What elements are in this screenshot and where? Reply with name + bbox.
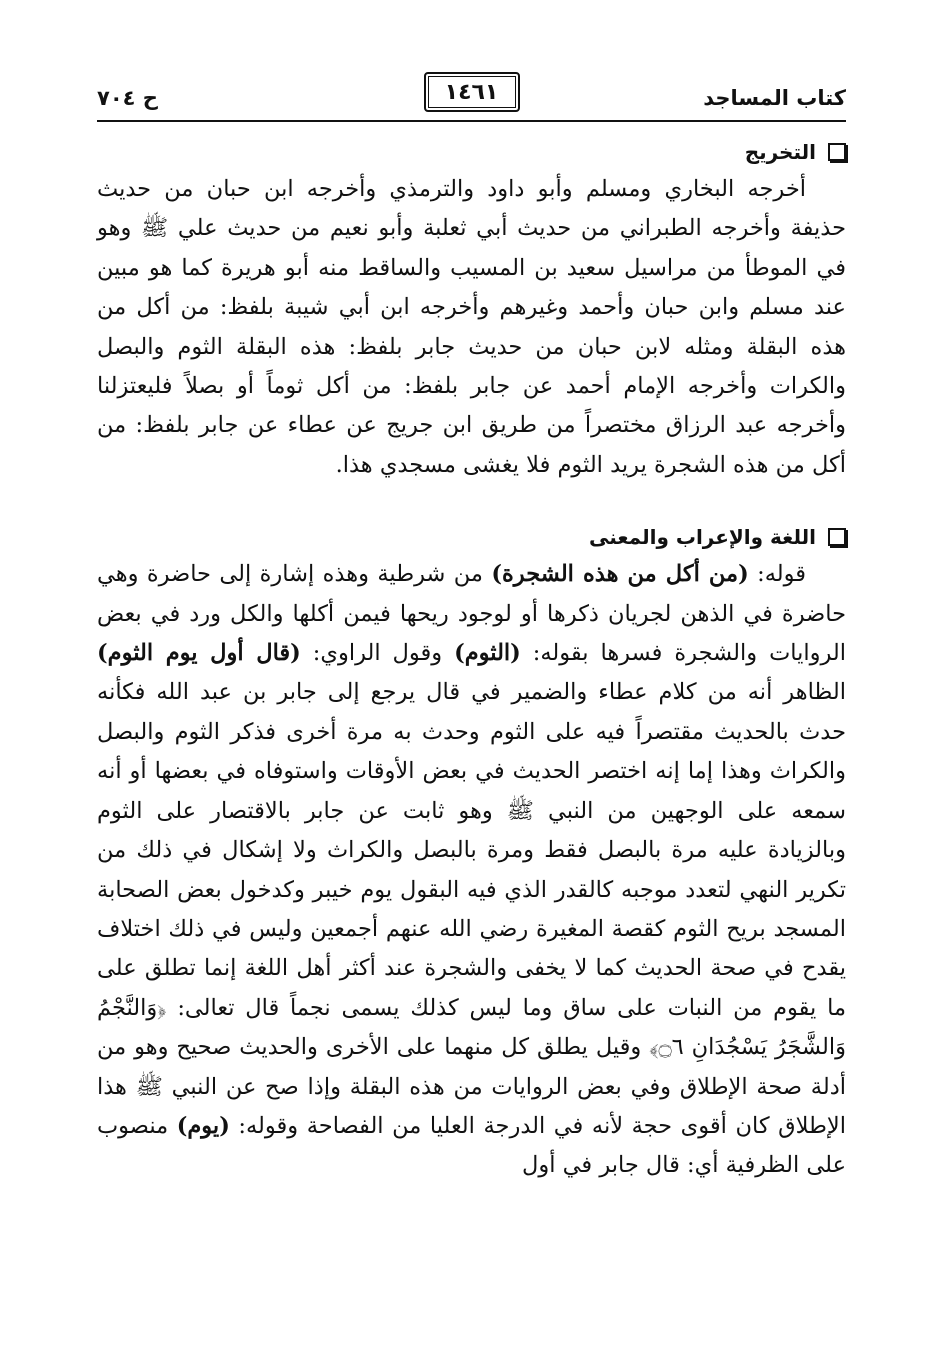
text-segment: من شرطية وهذه إشارة إلى حاضرة وهي حاضرة في الذهن لجريان ذكرها أو لوجود ريحها فيمن أكلها والكل ورد في بعض الروايات والشجرة فسرها بقوله: bbox=[97, 561, 847, 667]
text-segment: الظاهر أنه من كلام عطاء والضمير في قال يرجع إلى جابر بن عبد الله فكأنه حدث بالحديث مقتصراً فيه على الثوم وحدث به مرة أخرى فذكر الثوم والبصل والكراث وهذا إما إنه اختصر الحديث في بعض الأوقات واستوفاه في بعضها أو أنه سمعه على الوجهين من النبي ﷺ وهو ثابت عن جابر بالاقتصار على الثوم وبالزيادة عليه مرة بالبصل فقط ومرة بالبصل والكراث ولا إشكال في ذلك من تكرير النهي لتعدد موجبه كالقدر الذي فيه البقول يوم خيبر وكدخول بعض الصحابة المسجد بريح الثوم كقصة المغيرة رضي الله عنهم أجمعين وليس في ذلك اختلاف يقدح في صحة الحديث كما لا يخفى والشجرة عند أكثر أهل اللغة إنما تطلق على ما يقوم من النبات على ساق وما ليس كذلك يسمى نجماً قال تعالى: bbox=[97, 679, 846, 1021]
section-heading-takhrij bbox=[97, 140, 846, 164]
book-title: كتاب المساجد bbox=[703, 86, 846, 110]
section-heading-text: التخريج bbox=[744, 140, 816, 164]
page-header bbox=[97, 72, 846, 116]
page-content bbox=[97, 140, 846, 1186]
bold-quote: (من أكل من هذه الشجرة) bbox=[491, 561, 749, 588]
header-rule bbox=[97, 120, 846, 122]
text-segment: منصوب على الظرفية أي: قال جابر في أول bbox=[97, 1112, 846, 1179]
page-number: ١٤٦١ bbox=[444, 79, 499, 105]
text-segment: وقيل يطلق كل منهما على الأخرى والحديث صحيح وهو من أدلة صحة الإطلاق وفي بعض الروايات من هذه البقلة وإذا صح عن النبي ﷺ هذا الإطلاق كان أقوى حجة لأنه في الدرجة العليا من الفصاحة وقوله: bbox=[97, 1034, 846, 1139]
quran-verse: ﴿وَالنَّجْمُ وَالشَّجَرُ يَسْجُدَانِ ۝٦﴾ bbox=[97, 994, 846, 1061]
takhrij-paragraph: أخرجه البخاري ومسلم وأبو داود والترمذي وأخرجه ابن حبان من حديث حذيفة وأخرجه الطبراني من حديث أبي ثعلبة وأبو نعيم من حديث علي ﷺ وهو في الموطأ من مراسيل سعيد بن المسيب والساقط منه أبو هريرة كما هو مبين عند مسلم وابن حبان وأحمد وغيرهم وأخرجه ابن أبي شيبة بلفظ: من أكل من هذه البقلة ومثله لابن حبان من حديث جابر بلفظ: هذه البقلة الثوم والبصل والكرات وأخرجه الإمام أحمد عن جابر بلفظ: من أكل ثوماً أو بصلاً فليعتزلنا وأخرجه عبد الرزاق مختصراً من طريق ابن جريج عن عطاء عن جابر بلفظ: من أكل من هذه الشجرة يريد الثوم فلا يغشى مسجدي هذا. bbox=[97, 176, 846, 478]
hadith-number: ح ٧٠٤ bbox=[97, 86, 158, 110]
lugha-paragraph bbox=[97, 555, 846, 1186]
bold-quote: (الثوم) bbox=[454, 640, 521, 667]
checkbox-square-icon bbox=[828, 143, 846, 161]
page-number-frame bbox=[424, 72, 520, 112]
section-spacer bbox=[97, 485, 846, 525]
checkbox-square-icon bbox=[828, 528, 846, 546]
bold-quote: (قال أول يوم الثوم) bbox=[97, 640, 301, 667]
text-segment: وقول الراوي: bbox=[300, 640, 455, 667]
section-heading-lugha bbox=[97, 525, 846, 549]
bold-quote: (يوم) bbox=[176, 1112, 230, 1139]
section-heading-text: اللغة والإعراب والمعنى bbox=[588, 525, 816, 550]
text-segment: قوله: bbox=[748, 561, 807, 588]
